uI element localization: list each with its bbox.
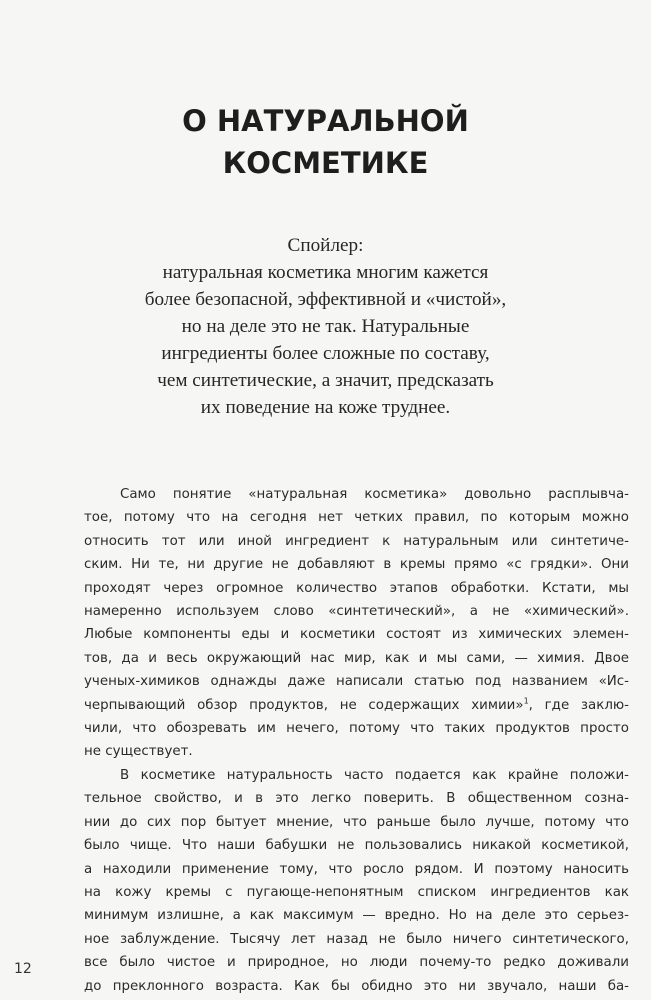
body-text [84,483,629,998]
spoiler-block [60,232,591,421]
text-line: тое, потому что на сегодня нет четких правил, по которым можно [84,510,629,526]
footnote-marker[interactable]: 1 [523,696,529,706]
spoiler-line: но на деле это не так. Натуральные [181,316,470,337]
paragraph-1 [84,483,629,764]
text-line-with-footnote [84,694,629,717]
text-line: относить тот или иной ингредиент к натуральным или синтетиче- [84,533,629,549]
spoiler-line: более безопасной, эффективной и «чистой», [144,289,507,310]
text-line: чили, что обозревать им нечего, потому что таких продуктов просто [84,721,629,737]
text-line: В косметике натуральность часто подается как крайне положи- [120,767,629,783]
spoiler-line: чем синтетические, а значит, предсказать [157,370,494,391]
text-line: нии до сих пор бытует мнение, что раньше было лучше, потому что [84,814,629,830]
text-line: ученых-химиков однажды даже написали статью под названием «Ис- [84,674,629,690]
text-line: все было чистое и природное, но люди почему-то редко доживали [84,955,629,971]
spoiler-line: ингредиенты более сложные по составу, [161,343,490,364]
text-segment: черпывающий обзор продуктов, не содержащих химии» [84,697,524,713]
spoiler-label: Спойлер: [287,235,364,256]
text-line: на кожу кремы с пугающе-непонятным списком ингредиентов как [84,884,629,900]
spoiler-line: их поведение на коже труднее. [200,397,451,418]
text-line: минимум излишне, а как максимум — вредно. Но на деле это серьез- [84,908,629,924]
text-line: не существует. [84,744,193,760]
page-number: 12 [14,961,32,977]
text-line: тельное свойство, и в это легко поверить. В общественном созна- [84,791,629,807]
spoiler-line: натуральная косметика многим кажется [162,262,489,283]
chapter-title-line: О НАТУРАЛЬНОЙ [182,104,469,138]
text-line: а находили применение тому, что росло рядом. И поэтому наносить [84,861,629,877]
text-line: Само понятие «натуральная косметика» довольно расплывча- [120,487,629,502]
text-line: было чище. Что наши бабушки не пользовались никакой косметикой, [84,838,629,854]
paragraph-2 [84,764,629,998]
text-line: проходят через огромное количество этапов обработки. Кстати, мы [84,580,629,596]
text-line: Любые компоненты еды и косметики состоят из химических элемен- [84,627,629,643]
text-line: до преклонного возраста. Как бы обидно это ни звучало, наши ба- [84,978,629,994]
chapter-title [0,100,651,184]
chapter-title-line: КОСМЕТИКЕ [222,146,429,180]
text-segment: , где заклю- [528,697,629,713]
text-line: ное заблуждение. Тысячу лет назад не было ничего синтетического, [84,931,629,947]
text-line: ским. Ни те, ни другие не добавляют в кремы прямо «с грядки». Они [84,557,629,573]
text-line: тов, да и весь окружающий нас мир, как и мы сами, — химия. Двое [84,650,629,666]
text-line: намеренно используем слово «синтетический», а не «химический». [84,604,629,620]
